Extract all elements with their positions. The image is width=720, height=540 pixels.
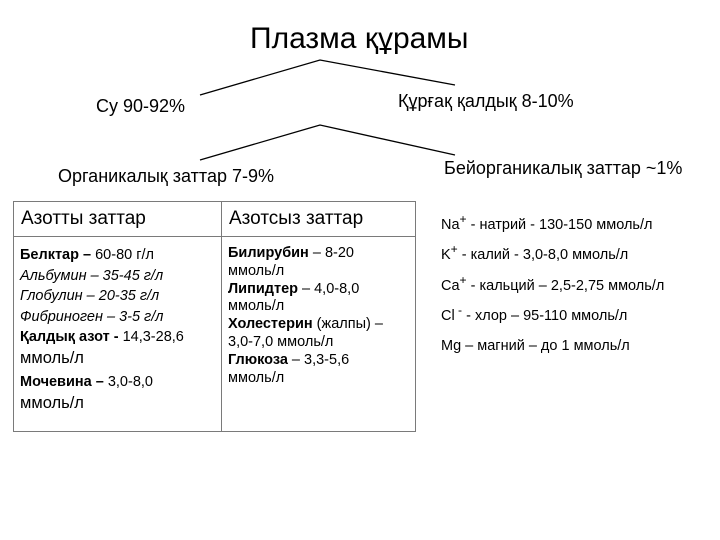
connector-title-branches bbox=[200, 60, 455, 95]
bilirubin-unit: ммоль/л bbox=[228, 262, 285, 279]
glucose-unit: ммоль/л bbox=[228, 369, 285, 386]
ion-magnesium: Mg – магний – до 1 ммоль/л bbox=[441, 338, 630, 355]
protein-line: Белктар – 60-80 г/л bbox=[20, 247, 154, 263]
diagram-title: Плазма құрамы bbox=[250, 22, 469, 55]
lipids-unit: ммоль/л bbox=[228, 298, 285, 315]
nitrogenous-cell bbox=[14, 237, 222, 432]
residual-nitrogen-unit: ммоль/л bbox=[20, 348, 84, 367]
ion-chlorine: Cl - - хлор – 95-110 ммоль/л bbox=[441, 302, 628, 324]
non-nitrogenous-cell bbox=[222, 237, 416, 432]
residual-nitrogen-line: Қалдық азот - 14,3-28,6 bbox=[20, 329, 184, 345]
ion-potassium: K+ - калий - 3,0-8,0 ммоль/л bbox=[441, 242, 629, 264]
non-nitrogenous-header: Азотсыз заттар bbox=[222, 202, 416, 237]
bilirubin-line: Билирубин – 8-20 bbox=[228, 245, 354, 261]
albumin-line: Альбумин – 35-45 г/л bbox=[20, 267, 164, 284]
inorganic-ions-list bbox=[441, 207, 664, 359]
organic-substances-table bbox=[13, 201, 416, 432]
cholesterol-range: 3,0-7,0 ммоль/л bbox=[228, 333, 334, 350]
urea-line: Мочевина – 3,0-8,0 bbox=[20, 374, 153, 390]
organic-label: Органикалық заттар 7-9% bbox=[58, 166, 274, 186]
globulin-line: Глобулин – 20-35 г/л bbox=[20, 288, 160, 304]
connector-dry-residue-branches bbox=[200, 125, 455, 160]
inorganic-label: Бейорганикалық заттар ~1% bbox=[444, 158, 683, 178]
dry-residue-label: Құрғақ қалдық 8-10% bbox=[398, 91, 574, 111]
table-header-row bbox=[14, 202, 416, 237]
nitrogenous-header: Азотты заттар bbox=[14, 202, 222, 237]
ion-sodium: Na+ - натрий - 130-150 ммоль/л bbox=[441, 212, 653, 233]
table-body-row bbox=[14, 237, 416, 432]
fibrinogen-line: Фибриноген – 3-5 г/л bbox=[20, 308, 164, 325]
glucose-line: Глюкоза – 3,3-5,6 bbox=[228, 351, 350, 368]
water-label: Су 90-92% bbox=[96, 96, 186, 116]
urea-unit: ммоль/л bbox=[20, 393, 84, 412]
cholesterol-line: Холестерин (жалпы) – bbox=[228, 316, 383, 333]
ion-calcium: Ca+ - кальций – 2,5-2,75 ммоль/л bbox=[441, 272, 665, 294]
lipids-line: Липидтер – 4,0-8,0 bbox=[228, 280, 360, 297]
